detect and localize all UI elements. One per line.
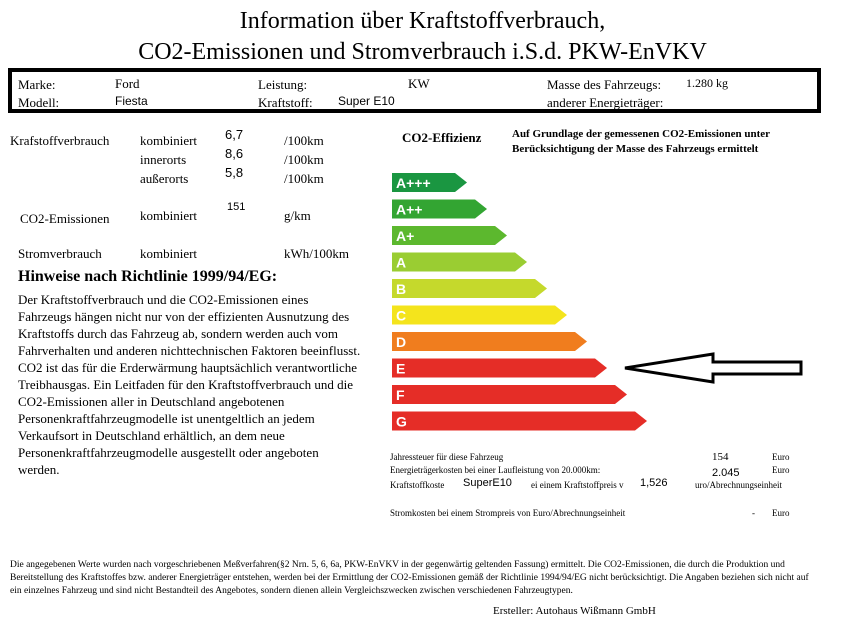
co2-kombiniert-label: kombiniert (140, 208, 198, 223)
co2-unit: g/km (284, 208, 311, 223)
consumption-label: Krafstoffverbrauch (10, 133, 110, 148)
consumption-kombiniert-value: 6,7 (225, 127, 244, 142)
marke-value: Ford (115, 76, 140, 91)
consumption-ausserorts-value: 5,8 (225, 165, 244, 180)
efficiency-label-b: B (396, 281, 407, 297)
kosten-unit: uro/Abrechnungseinheit (695, 480, 782, 490)
efficiency-label-a: A (396, 254, 407, 271)
energie-unit: Euro (772, 465, 790, 475)
consumption-kombiniert-unit: /100km (284, 133, 324, 148)
steuer-unit: Euro (772, 452, 790, 462)
efficiency-label-e: E (396, 360, 406, 377)
efficiency-bar-a (392, 253, 527, 272)
page-title-line2: CO2-Emissionen und Stromverbrauch i.S.d. PKW-EnVKV (138, 39, 707, 65)
consumption-ausserorts-unit: /100km (284, 171, 324, 186)
efficiency-note-line1: Auf Grundlage der gemessenen CO2-Emissionen unter (512, 128, 770, 140)
consumption-innerorts-label: innerorts (140, 152, 187, 167)
strom-unit: kWh/100km (284, 246, 349, 261)
stromkosten-unit: Euro (772, 508, 790, 518)
kosten-label-b: ei einem Kraftstoffpreis v (531, 480, 624, 490)
consumption-innerorts-unit: /100km (284, 152, 324, 167)
kosten-fuel: SuperE10 (463, 477, 512, 489)
efficiency-label-f: F (396, 387, 405, 403)
kraftstoff-label: Kraftstoff: (258, 95, 313, 110)
creator: Ersteller: Autohaus Wißmann GmbH (493, 605, 656, 617)
strom-kombiniert-label: kombiniert (140, 246, 198, 261)
modell-label: Modell: (18, 95, 60, 110)
kosten-label-a: Kraftstoffkoste (390, 480, 445, 490)
stromkosten-value: - (752, 508, 755, 518)
leistung-unit: KW (408, 76, 430, 91)
efficiency-label-d: D (396, 334, 407, 350)
co2-efficiency-title: CO2-Effizienz (402, 130, 482, 145)
stromkosten-label: Stromkosten bei einem Strompreis von Euro/Abrechnungseinheit (390, 508, 626, 518)
steuer-value: 154 (712, 451, 729, 463)
efficiency-bar-g (392, 412, 647, 431)
efficiency-bar-d (392, 332, 587, 351)
legal-footer: Die angegebenen Werte wurden nach vorgeschriebenen Meßverfahren(§2 Nrn. 5, 6, 6a, PKW-EnVKV in der gegenwärtig geltenden Fassung) ermittelt. Die CO2-Emissionen, die durch die Produktion und Bereitstellung des Kraftstoffes bzw. anderer Energieträger entstehen, werden bei der Ermittlung der CO2-Emissionen gemäß der Richtlinie 1994/94/EG nicht berücksichtigt. Die Angaben beziehen sich nicht auf ein einzelnes Fahrzeug und sind nicht Bestandteil des Angebotes, sondern dienen allein Vergleichszwecken zwischen verschiedenen Fahrzeugtypen. (10, 560, 809, 596)
page-title-line1: Information über Kraftstoffverbrauch, (239, 8, 606, 34)
consumption-innerorts-value: 8,6 (225, 146, 244, 161)
kraftstoff-value: Super E10 (338, 94, 395, 108)
efficiency-bar-f (392, 385, 627, 404)
efficiency-label-aplus: A+ (396, 228, 415, 244)
leistung-label: Leistung: (258, 77, 308, 92)
efficiency-label-aplusplus: A++ (396, 201, 423, 218)
energie-value: 2.045 (712, 467, 740, 479)
kosten-price: 1,526 (640, 477, 668, 489)
efficiency-bar-e (392, 359, 607, 378)
energie-label: Energieträgerkosten bei einer Laufleistung von 20.000km: (390, 465, 601, 475)
hinweise-text: Der Kraftstoffverbrauch und die CO2-Emissionen eines Fahrzeugs hängen nicht nur von der effizienten Ausnutzung des Kraftstoffs durch das Fahrzeug ab, sondern werden auch vom Fahrverhalten und anderen nichttechnischen Faktoren beeinflusst. CO2 ist das für die Erderwärmung hauptsächlich verantwortliche Treibhausgas. Ein Leitfaden für den Kraftstoffverbrauch und die CO2-Emissionen aller in Deutschland angebotenen Personenkraftfahrzeugmodelle ist unentgeltlich an jedem Verkaufsort in Deutschland erhältlich, an dem neue Personenkraftfahrzeugmodelle ausgestellt oder angeboten werden. (18, 292, 361, 477)
efficiency-label-c: C (396, 307, 407, 324)
efficiency-label-aplusplusplus: A+++ (396, 175, 431, 191)
masse-value: 1.280 kg (686, 76, 728, 90)
efficiency-bar-b (392, 279, 547, 298)
efficiency-label-g: G (396, 413, 407, 430)
energietraeger-label: anderer Energieträger: (547, 95, 664, 110)
marke-label: Marke: (18, 77, 56, 92)
consumption-ausserorts-label: außerorts (140, 171, 189, 186)
steuer-label: Jahressteuer für diese Fahrzeug (390, 452, 504, 462)
modell-value: Fiesta (115, 94, 148, 108)
masse-label: Masse des Fahrzeugs: (547, 77, 662, 92)
co2-value: 151 (227, 201, 246, 213)
consumption-kombiniert-label: kombiniert (140, 133, 198, 148)
strom-label: Stromverbrauch (18, 246, 102, 261)
efficiency-bar-c (392, 306, 567, 325)
selected-class-arrow (625, 354, 801, 382)
co2-label: CO2-Emissionen (20, 211, 110, 226)
efficiency-note-line2: Berücksichtigung der Masse des Fahrzeugs ermittelt (512, 143, 759, 155)
hinweise-heading: Hinweise nach Richtlinie 1999/94/EG: (18, 268, 278, 285)
